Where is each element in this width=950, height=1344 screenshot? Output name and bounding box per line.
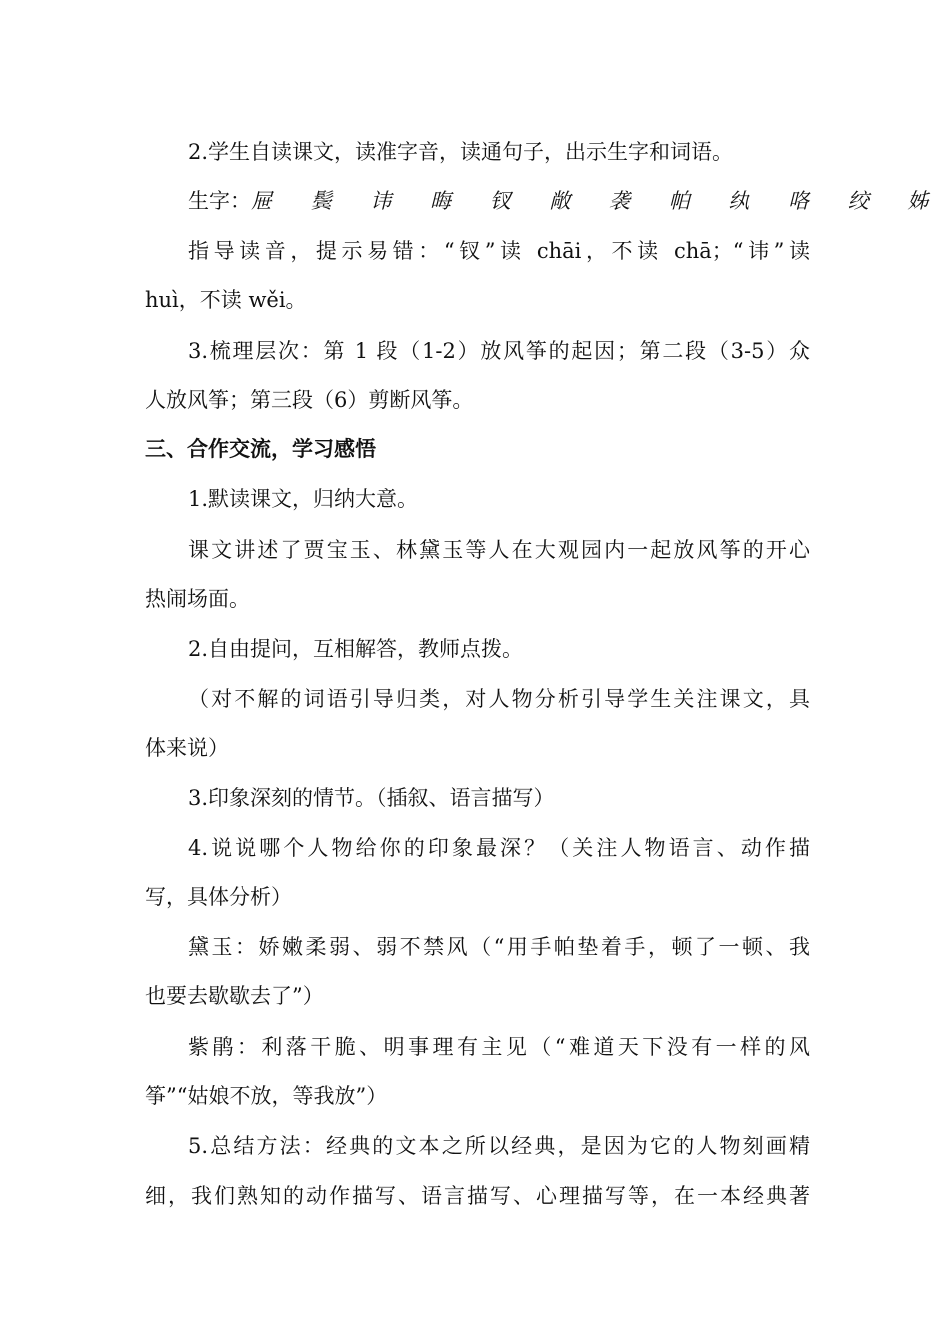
structure-line-2: 人放风筝；第三段（6）剪断风筝。	[145, 388, 474, 412]
zijuan-line-2: 筝”“姑娘不放，等我放”）	[145, 1084, 388, 1108]
guidance-note-line-2: 体来说）	[145, 736, 229, 760]
step-4-line-1: 4.说说哪个人物给你的印象最深？（关注人物语言、动作描	[188, 836, 810, 860]
step-1-read-silently: 1.默读课文，归纳大意。	[188, 487, 419, 511]
pronunciation-guide-line-2: huì，不读 wěi。	[145, 288, 307, 312]
step-5-line-1: 5.总结方法：经典的文本之所以经典，是因为它的人物刻画精	[188, 1134, 810, 1158]
zijuan-line-1: 紫鹃：利落干脆、明事理有主见（“难道天下没有一样的风	[188, 1035, 810, 1059]
paragraph-step-2: 2.学生自读课文，读准字音，读通句子，出示生字和词语。	[188, 140, 734, 164]
new-characters-line	[188, 186, 945, 216]
guidance-note-line-1: （对不解的词语引导归类，对人物分析引导学生关注课文，具	[188, 687, 810, 711]
section-heading: 三、合作交流，学习感悟	[145, 437, 376, 461]
summary-line-2: 热闹场面。	[145, 587, 250, 611]
daiyu-line-2: 也要去歇歇去了”）	[145, 984, 324, 1008]
summary-line-1: 课文讲述了贾宝玉、林黛玉等人在大观园内一起放风筝的开心	[188, 538, 810, 562]
step-2-questions: 2.自由提问，互相解答，教师点拨。	[188, 637, 524, 661]
step-4-line-2: 写，具体分析）	[145, 885, 292, 909]
new-characters-list: 屉 鬓 讳 晦 钗 敞 袭 帕 纨 咯 绞 姊	[251, 189, 945, 213]
new-characters-label: 生字：	[188, 189, 251, 213]
step-5-line-2: 细，我们熟知的动作描写、语言描写、心理描写等，在一本经典著	[145, 1184, 810, 1208]
step-3-plot: 3.印象深刻的情节。（插叙、语言描写）	[188, 786, 555, 810]
pronunciation-guide-line-1: 指导读音，提示易错：“钗”读 chāi，不读 chā；“讳”读	[188, 239, 810, 263]
structure-line-1: 3.梳理层次：第 1 段（1-2）放风筝的起因；第二段（3-5）众	[188, 339, 810, 363]
daiyu-line-1: 黛玉：娇嫩柔弱、弱不禁风（“用手帕垫着手，顿了一顿、我	[188, 935, 810, 959]
